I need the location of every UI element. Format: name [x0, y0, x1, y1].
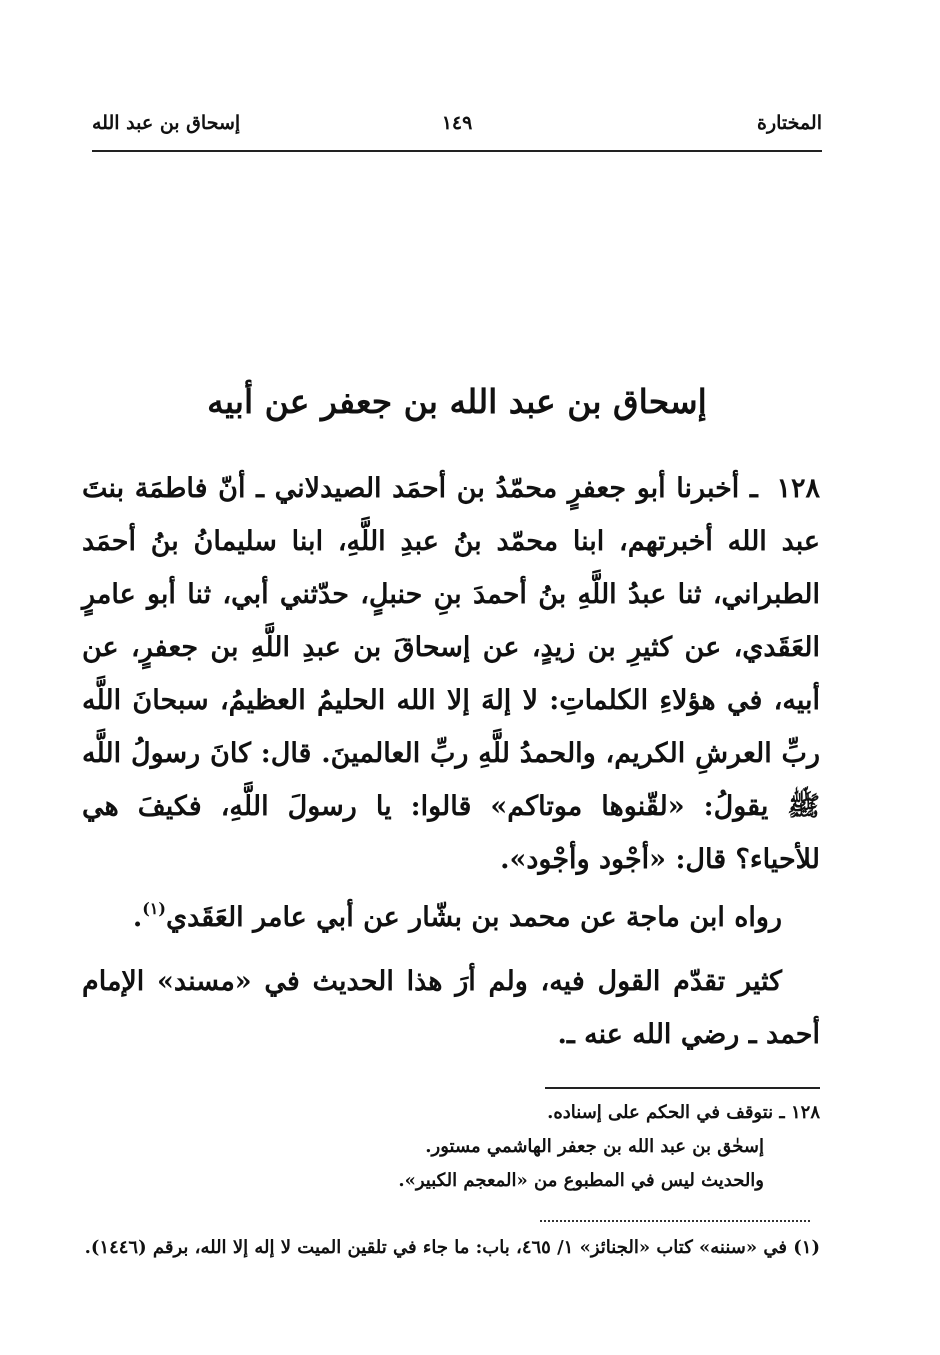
- section-title: إسحاق بن عبد الله بن جعفر عن أبيه: [207, 382, 707, 421]
- editorial-notes: [92, 1096, 820, 1198]
- footnote: (١) في «سننه» كتاب «الجنائز» ١/ ٤٦٥، باب: ما جاء في تلقين الميت لا إله إلا الله، برقم (١٤٤٦).: [84, 1237, 820, 1258]
- comment-paragraph: كثير تقدّم القول فيه، ولم أرَ هذا الحديث في «مسند» الإمام أحمد ـ رضي الله عنه ـ.: [82, 966, 820, 1050]
- note-line: إسحٰق بن عبد الله بن جعفر الهاشمي مستور.: [425, 1136, 764, 1157]
- hadith-text: ـ أخبرنا أبو جعفرٍ محمّدُ بن أحمَد الصيدلاني ـ أنّ فاطمَة بنتَ عبد الله أخبرتهم، ابنا محمّد بنُ عبدِ اللَّهِ، ابنا سليمانُ بنُ أحمَد الطبراني، ثنا عبدُ اللَّهِ بنُ أحمدَ بنِ حنبلٍ، حدّثني أبي، ثنا أبو عامرٍ العَقَدي، عن كثيرِ بن زيدٍ، عن إسحاقَ بن عبدِ اللَّهِ بن جعفرٍ، عن أبيه، في هؤلاءِ الكلماتِ: لا إلهَ إلا الله الحليمُ العظيمُ، سبحانَ اللَّه ربِّ العرشِ الكريم، والحمدُ للَّهِ ربِّ العالمينَ. قال: كانَ رسولُ اللَّه ﷺ يقولُ: «لقّنوها موتاكم» قالوا: يا رسولَ اللَّهِ، فكيفَ هي للأحياء؟ قال: «أجْود وأجْود».: [82, 473, 820, 875]
- notes-divider: [545, 1087, 820, 1089]
- header-divider: [92, 150, 822, 152]
- hadith-number: ١٢٨: [776, 473, 820, 504]
- footnote-divider: [540, 1220, 810, 1222]
- note-line: ١٢٨ ـ نتوقف في الحكم على إسناده.: [547, 1102, 820, 1123]
- footnote-reference: (١): [142, 899, 166, 918]
- header-chapter-title: إسحاق بن عبد الله: [92, 112, 241, 134]
- header-book-title: المختارة: [757, 112, 822, 134]
- riwaya-end: .: [132, 902, 143, 933]
- note-line: والحديث ليس في المطبوع من «المعجم الكبير».: [398, 1170, 764, 1191]
- hadith-paragraph: [82, 462, 820, 886]
- page-number: ١٤٩: [441, 112, 473, 134]
- riwaya-paragraph: [82, 882, 820, 944]
- running-header: [92, 112, 822, 146]
- riwaya-text: رواه ابن ماجة عن محمد بن بشّار عن أبي عامر العَقَدي: [165, 902, 782, 933]
